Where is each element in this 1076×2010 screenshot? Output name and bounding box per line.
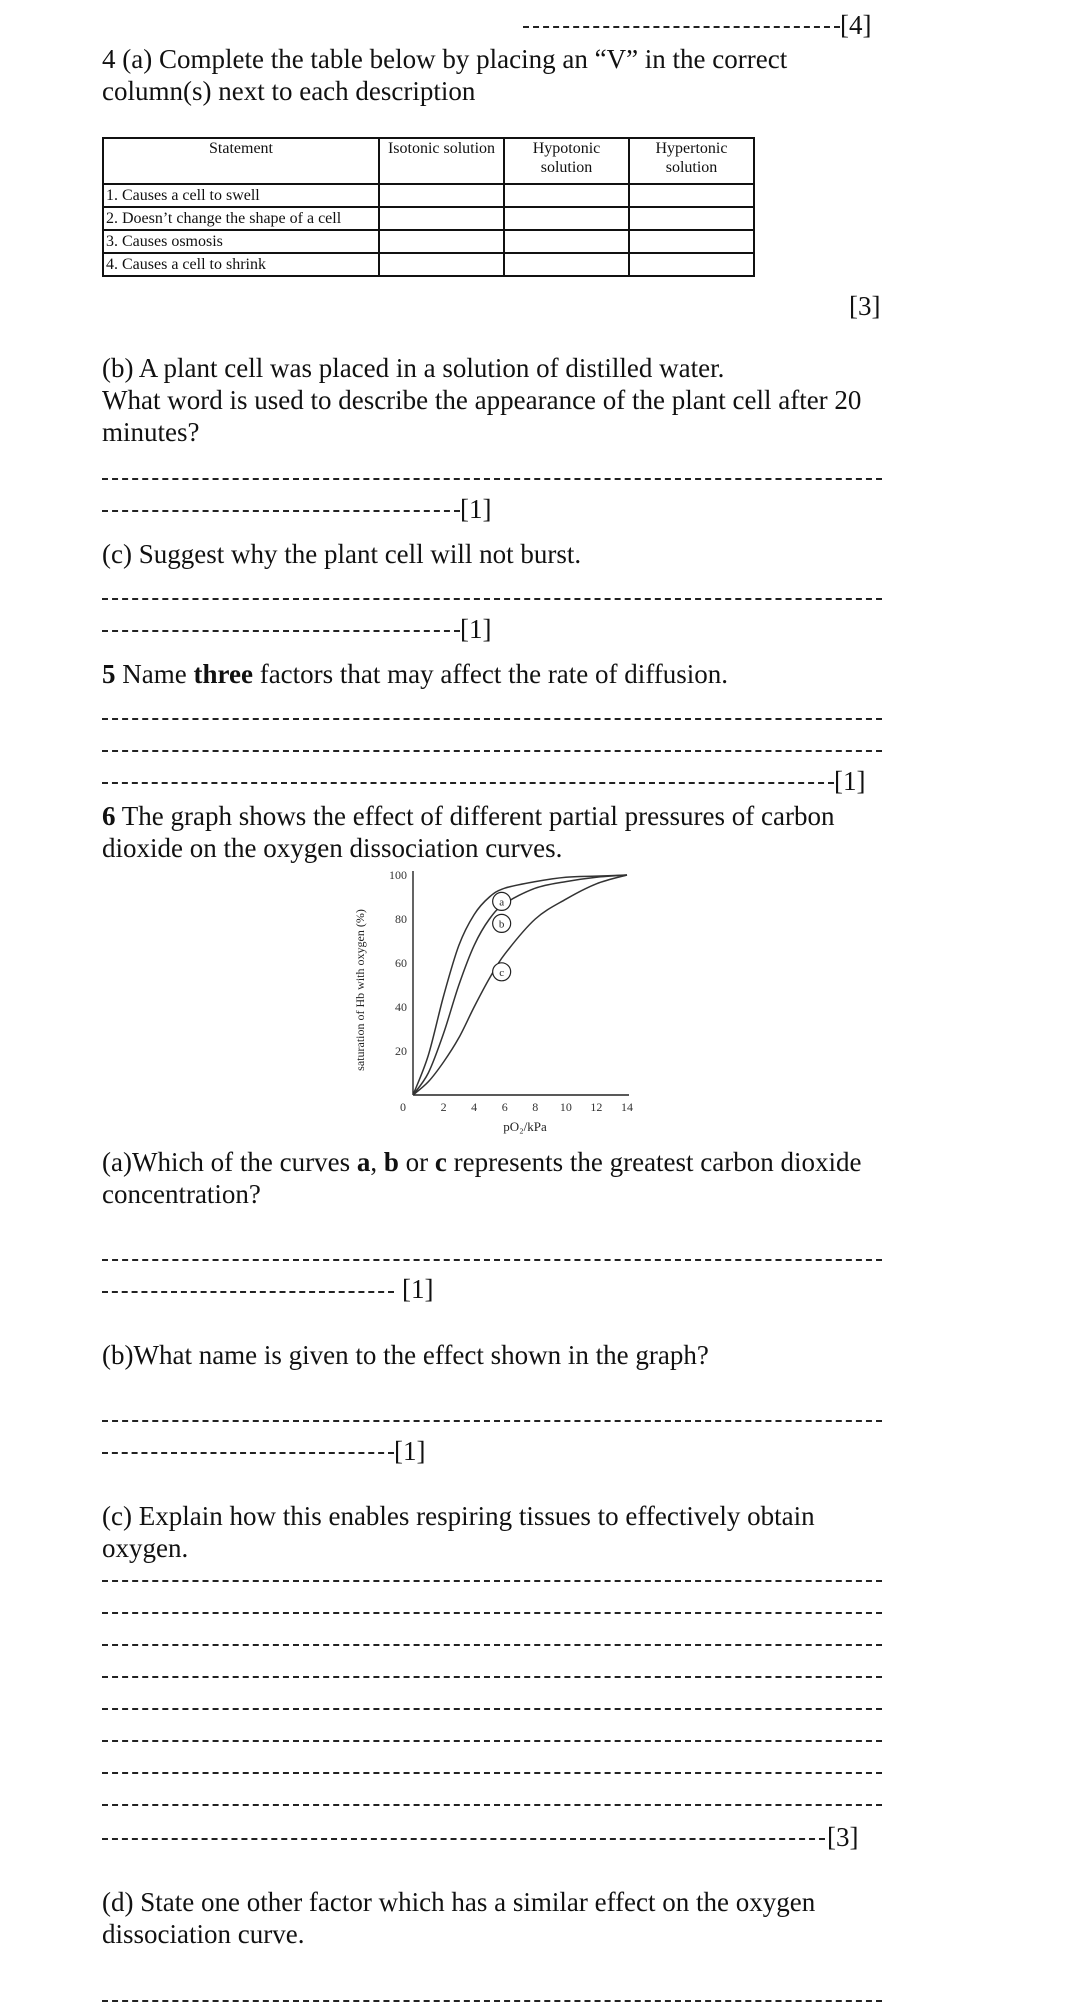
answer-line[interactable]	[102, 1580, 882, 1582]
question-text-part: (a)Which of the curves	[102, 1147, 357, 1177]
answer-cell[interactable]	[629, 253, 754, 276]
question-text: column(s) next to each description	[102, 76, 476, 106]
question-text-part: Name	[115, 659, 194, 689]
question-text-part: The graph shows the effect of different partial pressures of carbon	[115, 801, 835, 831]
y-tick-label: 100	[389, 868, 407, 882]
answer-cell[interactable]	[504, 253, 629, 276]
answer-line[interactable]	[102, 1644, 882, 1646]
x-tick-label: 12	[590, 1100, 603, 1114]
answer-cell[interactable]	[379, 184, 504, 207]
question-text: concentration?	[102, 1179, 261, 1209]
question-text	[102, 658, 728, 690]
answer-cell[interactable]	[504, 207, 629, 230]
x-axis-label: pO₂/kPa	[503, 1119, 547, 1134]
question-text: (b) A plant cell was placed in a solution of distilled water.	[102, 353, 725, 383]
answer-cell[interactable]	[379, 253, 504, 276]
answer-cell[interactable]	[379, 230, 504, 253]
mark-label: [3]	[827, 1822, 859, 1852]
statement-cell: 3. Causes osmosis	[103, 230, 379, 253]
question-number: 6	[102, 801, 116, 831]
table-header: Statement	[103, 138, 379, 184]
question-text-part: represents the greatest carbon dioxide	[446, 1147, 862, 1177]
answer-cell[interactable]	[379, 207, 504, 230]
question-text: What word is used to describe the appearance of the plant cell after 20	[102, 385, 862, 415]
answer-cell[interactable]	[504, 230, 629, 253]
question-text: (c) Suggest why the plant cell will not burst.	[102, 539, 582, 569]
question-text: minutes?	[102, 417, 200, 447]
answer-cell[interactable]	[629, 184, 754, 207]
statement-cell: 1. Causes a cell to swell	[103, 184, 379, 207]
mark-label: [4]	[840, 10, 872, 40]
curve-ref: a	[356, 1147, 371, 1177]
answer-line[interactable]	[102, 1612, 882, 1614]
answer-line[interactable]	[102, 1259, 882, 1261]
mark-label: [1]	[460, 494, 492, 524]
answer-line	[523, 26, 840, 28]
question-text-part: or	[398, 1147, 435, 1177]
table-row	[103, 230, 754, 253]
answer-line[interactable]	[102, 1772, 882, 1774]
answer-line[interactable]	[102, 782, 834, 784]
x-tick-label: 2	[440, 1100, 447, 1114]
question-text	[102, 800, 835, 832]
answer-line[interactable]	[102, 630, 460, 632]
question-text: dioxide on the oxygen dissociation curves.	[102, 833, 563, 863]
table-row	[103, 184, 754, 207]
answer-line[interactable]	[102, 718, 882, 720]
answer-line[interactable]	[102, 750, 882, 752]
curve-label-b: b	[498, 918, 505, 931]
question-text: (d) State one other factor which has a similar effect on the oxygen	[102, 1887, 816, 1917]
answer-line[interactable]	[102, 1420, 882, 1422]
answer-line[interactable]	[102, 1804, 882, 1806]
answer-cell[interactable]	[504, 184, 629, 207]
y-tick-label: 60	[395, 956, 407, 970]
answer-cell[interactable]	[629, 207, 754, 230]
answer-cell[interactable]	[629, 230, 754, 253]
question-number: 5	[102, 659, 116, 689]
curve-b	[413, 875, 627, 1095]
answer-line[interactable]	[102, 1838, 825, 1840]
x-tick-label: 6	[501, 1100, 508, 1114]
curve-ref: c	[434, 1147, 447, 1177]
answer-line[interactable]	[102, 598, 882, 600]
answer-line[interactable]	[102, 1291, 394, 1293]
answer-line[interactable]	[102, 1708, 882, 1710]
curve-a	[413, 875, 627, 1095]
y-tick-label: 80	[395, 912, 407, 926]
question-text: 4 (a) Complete the table below by placing an “V” in the correct	[102, 44, 788, 74]
table-row	[103, 253, 754, 276]
x-tick-label: 0	[400, 1100, 406, 1114]
answer-line[interactable]	[102, 1452, 394, 1454]
mark-label: [1]	[402, 1274, 434, 1304]
curve-c	[413, 875, 627, 1095]
question-text	[102, 1146, 862, 1178]
question-text-part: ,	[370, 1147, 384, 1177]
oxygen-dissociation-chart	[340, 862, 650, 1147]
question-text: (c) Explain how this enables respiring tissues to effectively obtain	[102, 1501, 815, 1531]
table-header: Isotonic solution	[379, 138, 504, 184]
question-text: oxygen.	[102, 1533, 189, 1563]
table-row	[103, 207, 754, 230]
question-text: dissociation curve.	[102, 1919, 305, 1949]
mark-label: [3]	[849, 291, 881, 321]
curve-label-a: a	[499, 896, 505, 909]
y-tick-label: 40	[395, 1000, 407, 1014]
answer-line[interactable]	[102, 1740, 882, 1742]
statement-cell: 2. Doesn’t change the shape of a cell	[103, 207, 379, 230]
answer-line[interactable]	[102, 1676, 882, 1678]
curve-label-c: c	[499, 966, 505, 979]
q4-table	[102, 137, 755, 277]
y-axis-label: saturation of Hb with oxygen (%)	[353, 909, 367, 1071]
x-tick-label: 4	[471, 1100, 478, 1114]
answer-line[interactable]	[102, 478, 882, 480]
x-tick-label: 10	[559, 1100, 572, 1114]
table-header: Hypertonic solution	[629, 138, 754, 184]
question-text-part: factors that may affect the rate of diffusion.	[252, 659, 729, 689]
emphasis: three	[193, 659, 253, 689]
statement-cell: 4. Causes a cell to shrink	[103, 253, 379, 276]
mark-label: [1]	[834, 766, 866, 796]
x-tick-label: 14	[621, 1100, 633, 1114]
x-tick-label: 8	[532, 1100, 539, 1114]
curve-ref: b	[383, 1147, 399, 1177]
question-text: (b)What name is given to the effect shown in the graph?	[102, 1340, 709, 1370]
table-header: Hypotonic solution	[504, 138, 629, 184]
table-header-row	[103, 138, 754, 184]
answer-line[interactable]	[102, 2000, 882, 2002]
answer-line[interactable]	[102, 510, 460, 512]
y-tick-label: 20	[395, 1044, 407, 1058]
mark-label: [1]	[460, 614, 492, 644]
mark-label: [1]	[394, 1436, 426, 1466]
